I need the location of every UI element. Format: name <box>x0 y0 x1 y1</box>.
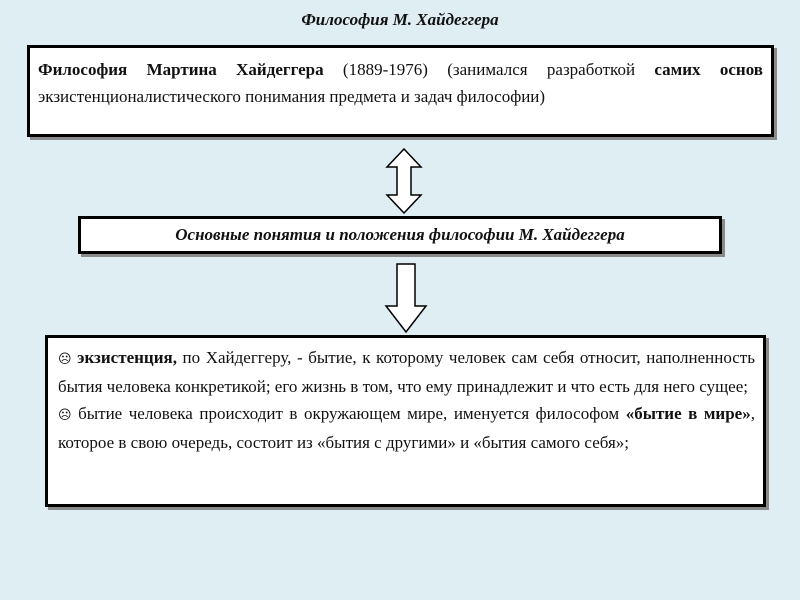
double-arrow-icon <box>384 147 424 215</box>
intro-text-2: экзистенционалистического понимания предмета и задач философии) <box>38 87 546 106</box>
sad-face-icon: ☹ <box>58 352 72 367</box>
intro-text-1: (1889-1976) (занимался разработкой <box>323 60 655 79</box>
heidegger-intro-box <box>27 45 774 137</box>
item1-text: по Хайдеггеру, - бытие, к которому человек сам себя относит, наполненность бытия человека конкретикой; его жизнь в том, что ему принадлежит и что есть для него сущее; <box>58 348 755 396</box>
list-item <box>58 400 755 456</box>
concepts-list-box <box>45 335 766 507</box>
sad-face-icon: ☹ <box>58 408 72 423</box>
item2-text-2: , которое в свою очередь, состоит из «бытия с другими» и «бытия самого себя»; <box>58 404 755 452</box>
list-item <box>58 344 755 400</box>
intro-bold-mid: самих основ <box>654 60 763 79</box>
item2-term: «бытие в мире» <box>625 404 751 423</box>
main-concepts-label: Основные понятия и положения философии М. Хайдеггера <box>175 225 625 244</box>
item1-term: экзистенция, <box>77 348 177 367</box>
item2-text-1: бытие человека происходит в окружающем мире, именуется философом <box>71 404 626 423</box>
page-title: Философия М. Хайдеггера <box>301 10 499 29</box>
down-arrow-icon <box>384 262 428 334</box>
intro-bold-lead: Философия Мартина Хайдеггера <box>38 60 324 79</box>
main-concepts-box <box>78 216 722 254</box>
